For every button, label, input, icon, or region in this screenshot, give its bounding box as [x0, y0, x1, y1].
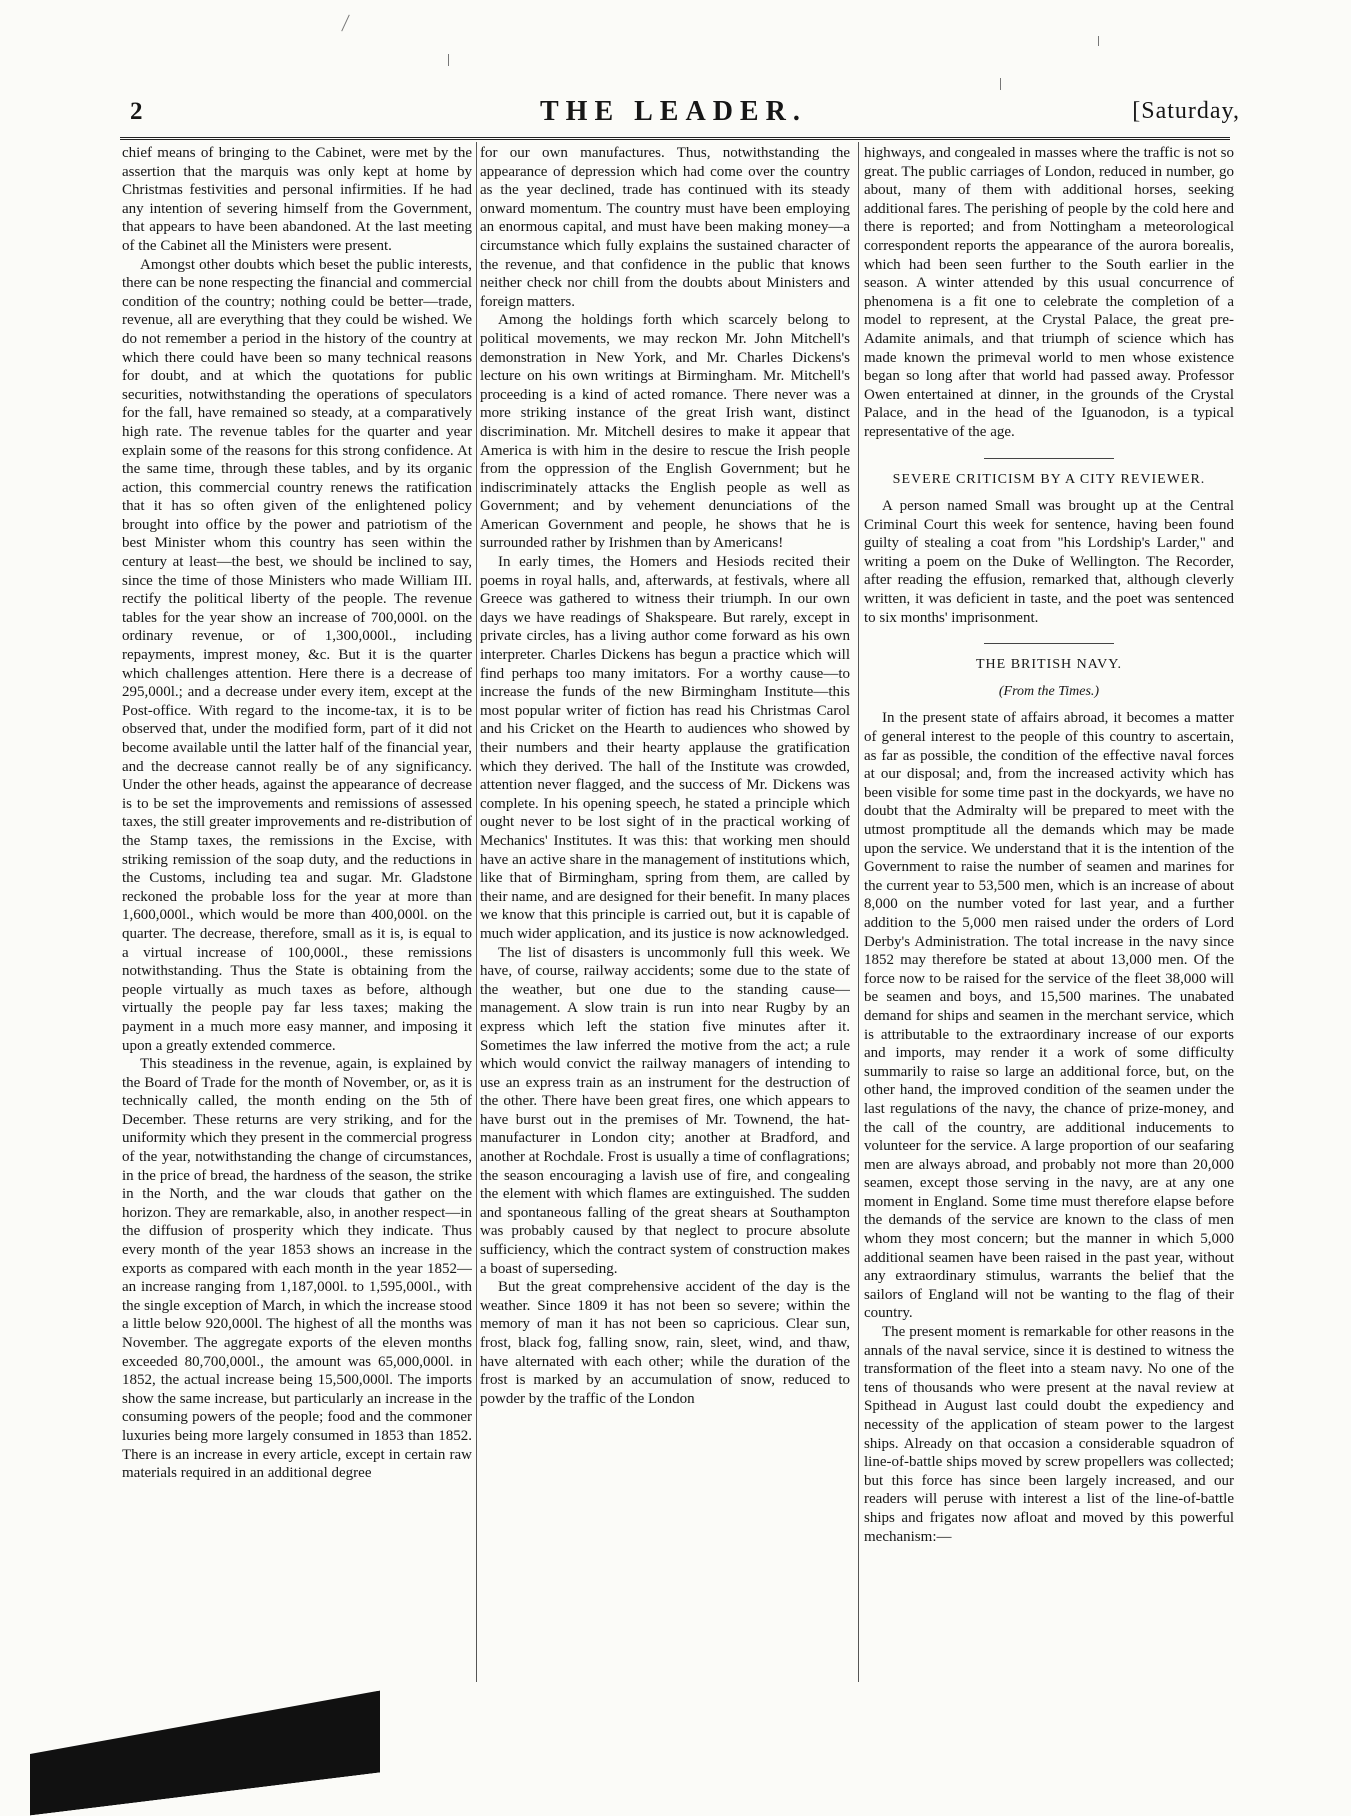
margin-mark	[1098, 36, 1099, 46]
paragraph: Among the holdings forth which scarcely belong to political movements, we may reckon Mr. John Mitchell's demonstration in New York, and Mr. Charles Dickens's lecture on his own writings at Birmingham. Mr. Mitchell's proceeding is a kind of acted romance. There never was a more striking instance of the great Irish want, distinct discrimination. Mr. Mitchell desires to make it appear that America is with him in the desire to rescue the Irish people from the oppression of the English Government; but he indiscriminately attacks the English people as well as Government; and by vehement denunciations of the American Government and people, he shows that he is surrounded rather by Irishmen than by Americans!	[480, 312, 850, 552]
paragraph: for our own manufactures. Thus, notwithstanding the appearance of depression which had come over the country as the year declined, trade has continued with its steady onward momentum. The country must have been employing an enormous capital, and must have been making money—a circumstance which fully explains the sustained character of the revenue, and that confidence in the public that knows neither check nor chill from the doubts about Ministers and foreign matters.	[480, 145, 850, 310]
paragraph: In the present state of affairs abroad, it becomes a matter of general interest to the people of this country to ascertain, as far as possible, the condition of the effective naval forces at our disposal; and, from the increased activity which has been visible for some time past in the dockyards, we have no doubt that the Admiralty will be prepared to meet with the utmost promptitude all the demands which may be made upon the service. We understand that it is the intention of the Government to raise the number of seamen and marines for the current year to 53,500 men, which is an increase of about 8,000 on the number voted for last year, and a further addition to the 5,000 men raised under the orders of Lord Derby's Administration. The total increase in the navy since 1852 may therefore be stated at about 13,000 men. Of the force now to be raised for the service of the fleet 38,000 will be seamen and boys, and 15,500 marines. The unabated demand for ships and seamen in the merchant service, which is attributable to the extraordinary increase of our exports and imports, may render it a work of some difficulty summarily to raise so large an additional force, but, on the other hand, the improved condition of the seamen under the last regulations of the navy, the chance of prize-money, and the call of the country, are additional inducements to volunteer for the service. A large proportion of our seafaring men are always abroad, and probably not more than 20,000 seamen, except those serving in the navy, are at any one moment in England. Some time must therefore elapse before the demands of the service are known to the class of men whom they most concern; but the manner in which 5,000 additional seamen have been raised in the past year, without any extraordinary stimulus, warrants the belief that the sailors of England will not be wanting to the flag of their country.	[864, 710, 1234, 1322]
column-1	[122, 144, 472, 1664]
paragraph: The present moment is remarkable for other reasons in the annals of the naval service, since it is destined to witness the transformation of the fleet into a steam navy. No one of the tens of thousands who were present at the naval review at Spithead in August last could doubt the expediency and necessity of the application of steam power to the largest ships. Already on that occasion a considerable squadron of line-of-battle ships moved by screw propellers was collected; but this force has since been largely increased, and our readers will peruse with interest a list of the line-of-battle ships and frigates now afloat and moved by this powerful mechanism:—	[864, 1324, 1234, 1545]
paragraph: A person named Small was brought up at the Central Criminal Court this week for sentence, having been found guilty of stealing a coat from "his Lordship's Larder," and writing a poem on the Duke of Wellington. The Recorder, after reading the effusion, remarked that, although cleverly written, it was deficient in taste, and the poet was sentenced to six months' imprisonment.	[864, 498, 1234, 626]
paragraph: highways, and congealed in masses where the traffic is not so great. The public carriages of London, reduced in number, go about, many of them with additional horses, seeking additional fares. The perishing of people by the cold here and there is reported; and from Nottingham a meteorological correspondent reports the appearance of the aurora borealis, which had been seen further to the South earlier in the season. A winter attended by this usual concurrence of phenomena is a fit one to celebrate the completion of a model to represent, at the Crystal Palace, the great pre-Adamite animals, and that triumph of science which has made known the primeval world to men whose existence began so long after that world had passed away. Professor Owen entertained at dinner, in the grounds of the Crystal Palace, and in the head of the Iguanodon, is a typical representative of the age.	[864, 145, 1234, 440]
issue-day: [Saturday,	[1132, 98, 1240, 124]
paragraph: Amongst other doubts which beset the public interests, there can be none respecting the financial and commercial condition of the country; nothing could be better—trade, revenue, all are everything that they could be wished. We do not remember a period in the history of the country at which there could have been so many technical reasons for doubt, and at which the quotations for public securities, notwithstanding the operations of speculators for the fall, have remained so steady, at a comparatively high rate. The revenue tables for the quarter and year explain some of the reasons for this strong confidence. At the same time, through these tables, and by its organic action, this commercial country renews the ratification that it has so often given of the enlightened policy brought into office by the power and patriotism of the best Minister whom this country has seen within the century at least—the best, we should be inclined to say, since the time of those Ministers who made William III. rectify the political liberty of the people. The revenue tables for the year show an increase of 700,000l. on the ordinary revenue, or of 1,300,000l., including repayments, imprest money, &c. But it is the quarter which challenges attention. Here there is a decrease of 295,000l.; and a decrease under every item, except at the Post-office. With regard to the income-tax, it is to be observed that, under the modified form, part of it did not become available until the latter half of the financial year, and the decrease cannot really be of any significancy. Under the other heads, against the appearance of decrease is to be set the improvements and remissions of assessed taxes, the still greater improvements and re-distribution of the Stamp taxes, the remissions in the Excise, with striking remission of the soap duty, and the reductions in the Customs, including tea and sugar. Mr. Gladstone reckoned the probable loss for the year at more than 1,600,000l., which would be more than 400,000l. on the quarter. The decrease, therefore, small as it is, is equal to a virtual increase of 100,000l., these remissions notwithstanding. Thus the State is obtaining from the people virtually as much taxes as before, although virtually the people pay far less taxes; making the payment in a much more easy manner, and imposing it upon a greatly extended commerce.	[122, 256, 472, 1054]
section-heading: THE BRITISH NAVY.	[976, 657, 1122, 673]
margin-mark	[1000, 78, 1001, 90]
masthead	[120, 96, 1240, 136]
column-3	[864, 144, 1234, 1664]
margin-mark	[448, 54, 449, 66]
newspaper-title: THE LEADER.	[540, 96, 807, 127]
column-2	[480, 144, 850, 1664]
scan-ink-smear	[30, 1691, 380, 1816]
page-number: 2	[130, 98, 143, 125]
paragraph: This steadiness in the revenue, again, is explained by the Board of Trade for the month of November, or, as it is technically called, the month ending on the 5th of December. These returns are very striking, and for the uniformity which they present in the commercial progress of the year, notwithstanding the change of circumstances, in the price of bread, the hardness of the season, the strike in the North, and the war clouds that gather on the horizon. They are remarkable, also, in another respect—in the diffusion of prosperity which they indicate. Thus every month of the year 1853 shows an increase in the exports as compared with each month in the year 1852—an increase ranging from 1,187,000l. to 1,595,000l., with the single exception of March, in which the increase stood a little below 920,000l. The highest of all the months was November. The aggregate exports of the eleven months exceeded 80,700,000l., the amount was 65,000,000l. in 1852, the actual increase being 15,500,000l. The imports show the same increase, but particularly an increase in the consuming powers of the people; food and the commoner luxuries being more largely consumed in 1853 than 1852. There is an increase in every article, except in certain raw materials required in an additional degree	[122, 1056, 472, 1482]
section-divider	[984, 458, 1114, 459]
section-source: (From the Times.)	[998, 683, 1100, 699]
column-divider	[476, 142, 477, 1682]
paragraph: The list of disasters is uncommonly full this week. We have, of course, railway accidents; some due to the state of the weather, but one due to the standing cause—management. A slow train is run into near Rugby by an express which left the station five minutes after it. Sometimes the law inferred the motive from the act; a rule which would convict the railway managers of intending to use an express train as an instrument for the destruction of the other. There have been great fires, one which appears to have burst out in the premises of Mr. Townend, the hat-manufacturer in London city; another at Bradford, and another at Rochdale. Frost is usually a time of conflagrations; the season encouraging a lavish use of fire, and congealing the element with which flames are extinguished. The sudden and spontaneous falling of the great shears at Southampton was probably caused by that neglect to procure absolute sufficiency, which the contract system of construction makes a boast of superseding.	[480, 944, 850, 1277]
header-rule	[120, 137, 1230, 140]
paragraph: In early times, the Homers and Hesiods recited their poems in royal halls, and, afterwards, at festivals, where all Greece was gathered to witness their triumph. In our own days we have readings of Shakspeare. But rarely, except in private circles, has a living author come forward as his own interpreter. Charles Dickens has begun a practice which will find perhaps too many imitators. For a worthy cause—to increase the funds of the new Birmingham Institute—this most popular writer of fiction has read his Christmas Carol and his Cricket on the Hearth to audiences who showed by their numbers and their hearty applause the gratification which they derived. The hall of the Institute was crowded, attention never flagged, and the success of Mr. Dickens was complete. In his opening speech, he stated a principle which ought never to be lost sight of in the practical working of Mechanics' Institutes. It was this: that working men should have an active share in the management of institutions which, like that of Birmingham, spring from them, are called by their name, and are designed for their benefit. In many places we know that this principle is carried out, but it is capable of much wider application, and its justice is now acknowledged.	[480, 554, 850, 942]
column-divider	[858, 142, 859, 1682]
section-heading: SEVERE CRITICISM BY A CITY REVIEWER.	[892, 471, 1206, 487]
paragraph: But the great comprehensive accident of the day is the weather. Since 1809 it has not been so severe; within the memory of man it has not been so capricious. Clear sun, frost, black fog, falling snow, rain, sleet, wind, and thaw, have alternated with each other; while the duration of the frost is marked by an accumulation of snow, reduced to powder by the traffic of the London	[480, 1279, 850, 1407]
section-divider	[984, 643, 1114, 644]
paragraph: chief means of bringing to the Cabinet, were met by the assertion that the marquis was only kept at home by Christmas festivities and personal infirmities. If he had any intention of severing himself from the Government, that appears to have been abandoned. At the last meeting of the Cabinet all the Ministers were present.	[122, 145, 472, 254]
margin-mark	[341, 15, 350, 32]
